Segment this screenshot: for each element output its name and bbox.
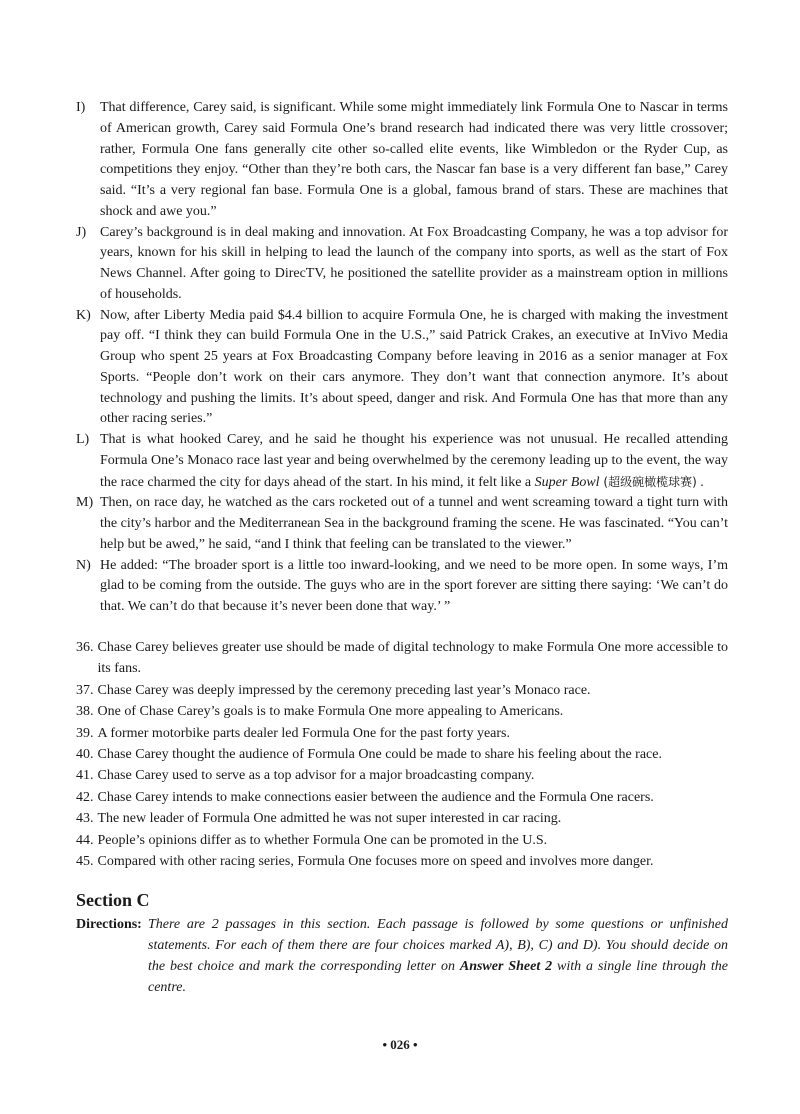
section-title: Section C — [76, 890, 150, 910]
directions — [76, 914, 728, 998]
answer-sheet-bold: Answer Sheet 2 — [459, 959, 553, 974]
paragraph-text: He added: “The broader sport is a little too inward-looking, and we need to be more open. In some ways, I’m glad to be coming from the outside. The guys who are in the sport forever are sitting there saying: ‘We can’t do that. We can’t do that because it’s never been done that way.’ ” — [100, 557, 728, 614]
question-text: People’s opinions differ as to whether Formula One can be promoted in the U.S. — [97, 832, 548, 848]
paragraph-text: Carey’s background is in deal making and innovation. At Fox Broadcasting Company, he was a top advisor for years, known for his skill in helping to lead the launch of the company into sports, as well as the start of Fox News Channel. After going to DirecTV, he positioned the satellite provider as a mainstream option in millions of households. — [100, 224, 728, 302]
passage-paragraphs — [76, 98, 728, 618]
question-list — [76, 637, 728, 872]
question-item — [76, 744, 728, 765]
chinese-gloss: (超级碗橄榄球赛) — [599, 474, 697, 489]
paragraph-l — [76, 430, 728, 493]
paragraph-j — [76, 223, 728, 306]
question-item — [76, 723, 728, 744]
question-item — [76, 765, 728, 786]
question-item — [76, 787, 728, 808]
question-text: Chase Carey thought the audience of Formula One could be made to share his feeling about the race. — [97, 747, 662, 763]
paragraph-text: Then, on race day, he watched as the cars rocketed out of a tunnel and went screaming toward a tight turn with the city’s harbor and the Mediterranean Sea in the background framing the scene. He was fascinated. “You can’t help but be awed,” he said, “and I think that feeling can be translated to the viewer.” — [100, 495, 728, 552]
paragraph-label: L) — [76, 432, 90, 447]
paragraph-text — [100, 430, 728, 493]
paragraph-text: That difference, Carey said, is significant. While some might immediately link Formula One to Nascar in terms of American growth, Carey said Formula One’s brand research had indicated there was very little crossover; rather, Formula One fans generally cite other so-called elite events, like Wimbledon or the Ryder Cup, as competitions they enjoy. “Other than they’re both cars, the Nascar fan base is a very different fan base,” Carey said. “It’s a very regional fan base. Formula One is a global, famous brand of stars. These are machines that shock and awe you.” — [100, 100, 728, 219]
question-number: 40. — [76, 747, 94, 763]
page-number: • 026 • — [382, 1037, 418, 1052]
paragraph-n — [76, 556, 728, 618]
question-item — [76, 851, 728, 872]
question-item — [76, 637, 728, 680]
directions-text-end: with a single line through the centre. — [148, 959, 728, 995]
directions-text-main: There are 2 passages in this section. Each passage is followed by some questions or unfinished statements. For each of them there are four choices marked A), B), C) and D). You should decide on the best choice and mark the corresponding letter on — [148, 917, 728, 974]
question-item — [76, 701, 728, 722]
paragraph-label: K) — [76, 307, 91, 323]
question-text: Compared with other racing series, Formula One focuses more on speed and involves more danger. — [97, 854, 654, 870]
question-text: Chase Carey used to serve as a top advisor for a major broadcasting company. — [97, 768, 535, 784]
question-number: 43. — [76, 811, 94, 827]
question-item — [76, 830, 728, 851]
question-number: 36. — [76, 640, 94, 655]
question-number: 41. — [76, 768, 94, 784]
question-number: 45. — [76, 854, 94, 870]
question-item — [76, 808, 728, 829]
paragraph-text: Now, after Liberty Media paid $4.4 billion to acquire Formula One, he is charged with making the investment pay off. “I think they can build Formula One in the U.S.,” said Patrick Crakes, an executive at InVivo Media Group who spent 25 years at Fox Broadcasting Company before leaving in 2016 as a senior manager at Fox Sports. “People don’t work on their cars anymore. They don’t want that connection anymore. It’s about technology and pushing the limits. It’s about speed, danger and risk. And Formula One has that more than any other racing series.” — [100, 307, 728, 427]
paragraph-k — [76, 306, 728, 431]
paragraph-m — [76, 493, 728, 555]
paragraph-label: M) — [76, 495, 94, 511]
question-text: Chase Carey was deeply impressed by the ceremony preceding last year’s Monaco race. — [97, 682, 591, 698]
question-number: 44. — [76, 832, 94, 848]
paragraph-label: J) — [76, 224, 87, 240]
question-number: 37. — [76, 682, 94, 698]
question-text: A former motorbike parts dealer led Formula One for the past forty years. — [97, 725, 510, 741]
directions-label: Directions: — [76, 917, 142, 932]
paragraph-text-main: That is what hooked Carey, and he said he thought his experience was not unusual. He recalled attending Formula One’s Monaco race last year and being overwhelmed by the ceremony leading up to the event, the way the race charmed the city for days ahead of the start. In his mind, it felt like a — [100, 432, 728, 490]
paragraph-i — [76, 98, 728, 223]
question-text: The new leader of Formula One admitted he was not super interested in car racing. — [97, 811, 562, 827]
question-number: 39. — [76, 725, 94, 741]
paragraph-text-end: . — [696, 474, 704, 490]
question-number: 38. — [76, 704, 94, 720]
question-text: One of Chase Carey’s goals is to make Formula One more appealing to Americans. — [97, 704, 564, 720]
question-number: 42. — [76, 789, 94, 805]
question-text: Chase Carey believes greater use should be made of digital technology to make Formula One more accessible to its fans. — [97, 640, 728, 677]
question-text: Chase Carey intends to make connections easier between the audience and the Formula One racers. — [97, 789, 654, 805]
directions-text — [148, 914, 728, 998]
paragraph-label: I) — [76, 100, 86, 115]
paragraph-label: N) — [76, 557, 91, 573]
question-item — [76, 680, 728, 701]
super-bowl-italic: Super Bowl — [534, 474, 600, 490]
